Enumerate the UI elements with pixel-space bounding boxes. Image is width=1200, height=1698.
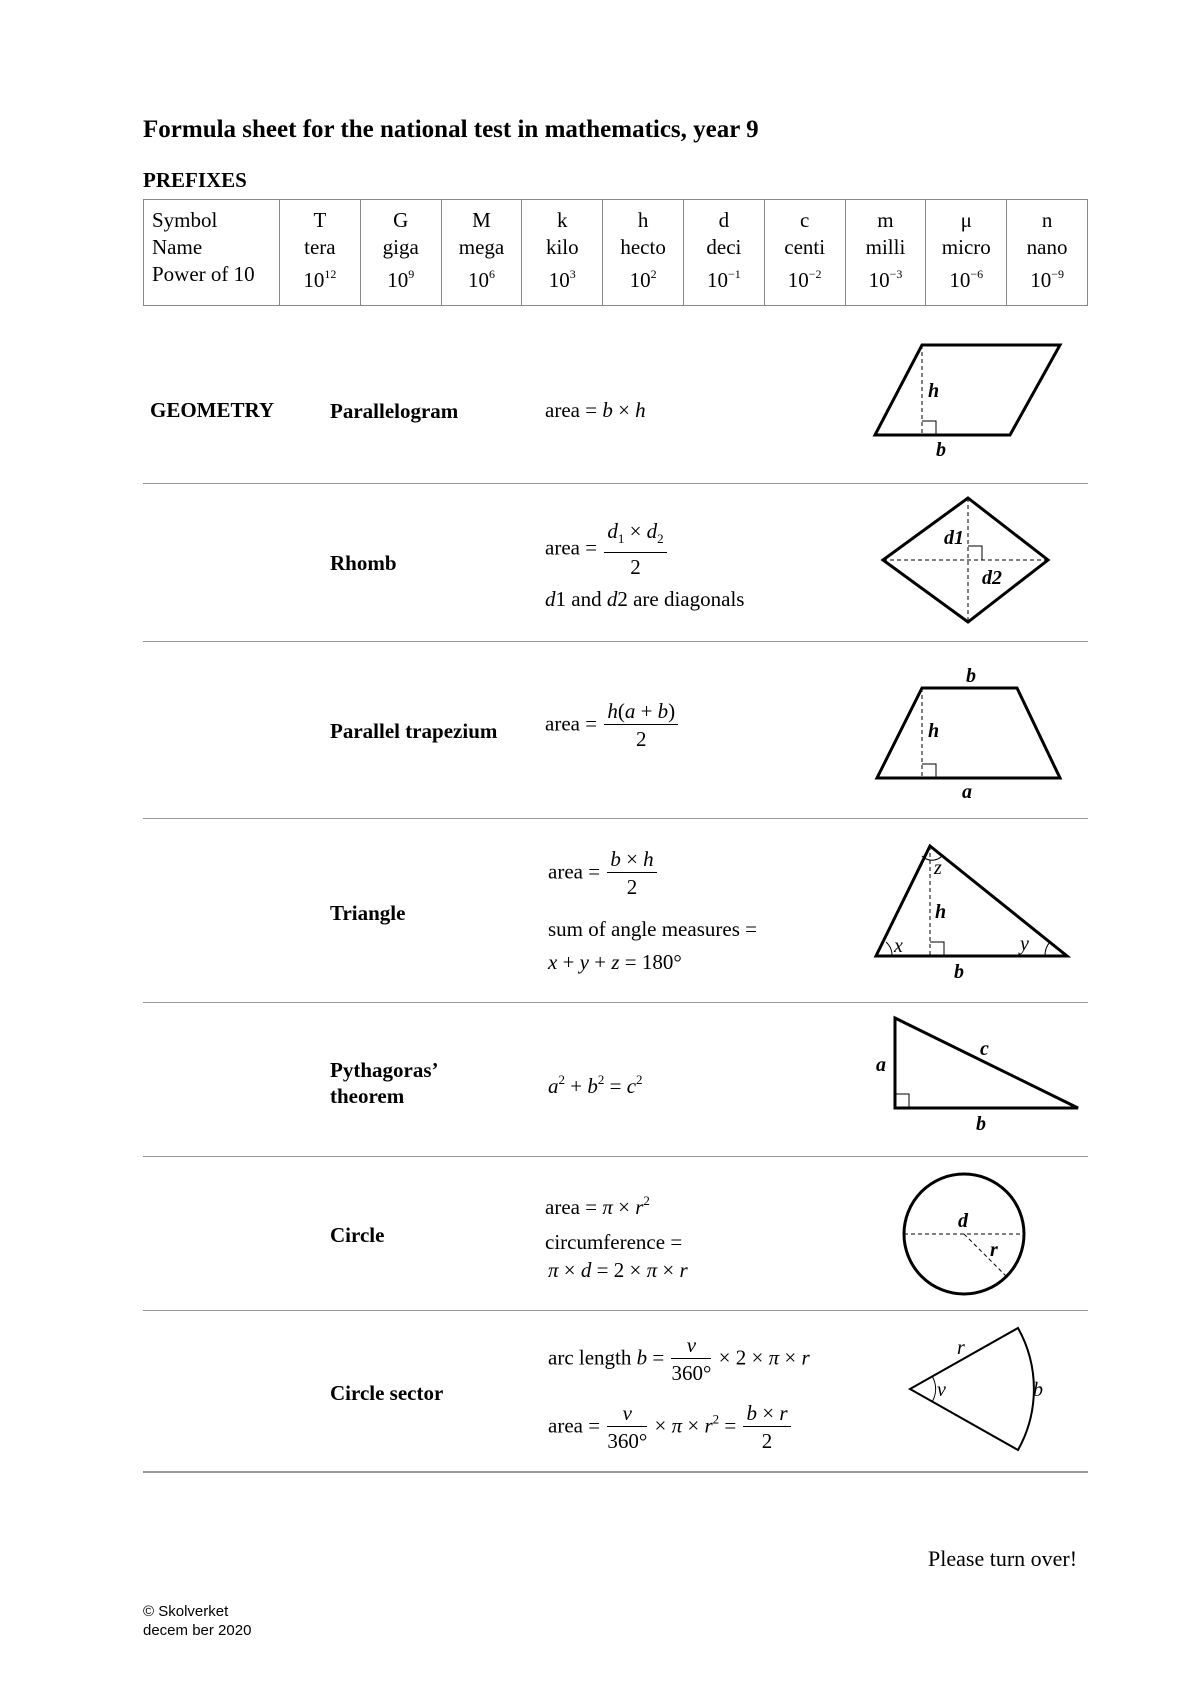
- prefix-power: [767, 261, 843, 294]
- prefix-power-exponent: 2: [650, 267, 657, 281]
- prefix-cell: [845, 200, 926, 306]
- triangle-angle-sum: 180°: [641, 950, 682, 974]
- prefix-cell: [603, 200, 684, 306]
- pythagoras-label-b: b: [976, 1113, 986, 1135]
- prefix-power-exponent: 3: [569, 267, 576, 281]
- rhomb-note-and: and: [571, 587, 602, 611]
- prefix-symbol: c: [800, 208, 810, 232]
- prefix-symbol: h: [637, 208, 649, 232]
- pythagoras-label-c: c: [980, 1038, 989, 1060]
- prefix-symbol: T: [313, 208, 327, 232]
- triangle-label-b: b: [954, 961, 964, 983]
- prefix-name: kilo: [545, 235, 579, 259]
- sector-name: Circle sector: [330, 1381, 444, 1405]
- triangle-angle-formula: x + y + z = 180°: [548, 950, 682, 974]
- prefix-power-base: 10: [868, 268, 890, 292]
- sector-area-label: area: [548, 1413, 583, 1438]
- triangle-label-x: x: [894, 935, 903, 957]
- rhomb-label-d1: d1: [944, 527, 964, 549]
- sector-deg-2: 360°: [607, 1429, 648, 1453]
- prefix-cell: [926, 200, 1007, 306]
- prefix-cell: [441, 200, 522, 306]
- prefix-power-exponent: −6: [970, 267, 984, 281]
- prefix-cell: [1007, 200, 1088, 306]
- pythagoras-name: [330, 1057, 439, 1109]
- triangle-name: Triangle: [330, 901, 406, 925]
- prefix-symbol: n: [1041, 208, 1053, 232]
- table-row: [144, 200, 1088, 306]
- prefix-cell: [522, 200, 603, 306]
- trapezium-label-b: b: [966, 665, 976, 687]
- prefix-name: tera: [304, 235, 336, 259]
- name-row-label: Name: [152, 235, 203, 259]
- parallelogram-formula: area = b × h: [545, 398, 646, 422]
- prefix-power-exponent: −9: [1051, 267, 1064, 281]
- prefix-power: [282, 261, 358, 294]
- prefix-power-base: 10: [949, 268, 971, 292]
- prefix-power: [524, 261, 600, 294]
- sector-arc-label: arc length: [548, 1345, 632, 1370]
- trapezium-diagram: [862, 660, 1067, 800]
- triangle-formula: area = $\frac{b \times h}{2}$: [548, 846, 659, 901]
- divider: [143, 1156, 1088, 1157]
- trapezium-area-label: area: [545, 711, 580, 736]
- triangle-angle-text: sum of angle measures =: [548, 917, 757, 941]
- prefix-power-exponent: −3: [889, 267, 903, 281]
- circle-area-label: area: [545, 1195, 580, 1219]
- sector-label-r: r: [957, 1337, 965, 1359]
- power-row-label: Power of 10: [152, 262, 255, 286]
- pythagoras-formula: $a^2 + b^2 = c^2$: [548, 1072, 643, 1098]
- prefix-symbol: M: [472, 208, 491, 232]
- triangle-label-z: z: [934, 857, 942, 879]
- prefix-power-exponent: −2: [808, 267, 822, 281]
- symbol-row-label: Symbol: [152, 208, 218, 232]
- triangle-diagram: [862, 838, 1072, 988]
- prefixes-table: [143, 199, 1088, 306]
- prefix-cell: [360, 200, 441, 306]
- pythagoras-name-line1: Pythagoras’: [330, 1058, 439, 1082]
- triangle-label-y: y: [1020, 933, 1029, 955]
- sector-diagram: [905, 1320, 1055, 1460]
- geometry-heading: GEOMETRY: [150, 398, 275, 422]
- pythagoras-name-line2: theorem: [330, 1084, 405, 1108]
- divider: [143, 1471, 1088, 1473]
- divider: [143, 818, 1088, 819]
- prefix-name: mega: [458, 235, 505, 259]
- prefix-power-exponent: 6: [488, 267, 495, 281]
- prefix-cell: [280, 200, 361, 306]
- circle-name: Circle: [330, 1223, 385, 1247]
- rhomb-label-d2: d2: [982, 567, 1002, 589]
- pythagoras-diagram: [870, 1010, 1085, 1135]
- prefix-power: [848, 261, 924, 294]
- parallelogram-label-h: h: [928, 380, 940, 402]
- parallelogram-diagram: [860, 335, 1075, 460]
- prefix-power: [686, 261, 762, 294]
- copyright: © Skolverket: [143, 1603, 229, 1620]
- circle-circ-formula: π × d = 2 × π × r: [548, 1258, 688, 1282]
- prefix-power-base: 10: [787, 268, 809, 292]
- rhomb-name: Rhomb: [330, 551, 397, 575]
- footer-date: decem ber 2020: [143, 1622, 252, 1639]
- circle-diagram: [898, 1168, 1033, 1303]
- divider: [143, 1310, 1088, 1311]
- prefix-name: hecto: [620, 235, 666, 259]
- prefix-power-base: 10: [387, 268, 409, 292]
- page-title: Formula sheet for the national test in mathematics, year 9: [143, 116, 759, 143]
- prefix-power: [363, 261, 439, 294]
- prefix-symbol: m: [877, 208, 894, 232]
- row-labels-cell: [144, 200, 280, 306]
- prefix-name: giga: [382, 235, 419, 259]
- prefix-power-base: 10: [548, 268, 570, 292]
- circle-area-formula: area = $\pi \times r^2$: [545, 1193, 650, 1219]
- prefix-symbol: k: [557, 208, 568, 232]
- parallelogram-area-label: area: [545, 398, 580, 422]
- prefix-power-base: 10: [1030, 268, 1052, 292]
- prefix-power: [444, 261, 520, 294]
- parallelogram-label-b: b: [936, 439, 946, 460]
- prefix-power: [928, 261, 1004, 294]
- prefix-name: micro: [941, 235, 991, 259]
- rhomb-diagram: [878, 495, 1058, 625]
- circle-circ-label: circumference =: [545, 1230, 683, 1254]
- sector-label-v: v: [937, 1379, 946, 1401]
- sector-label-b: b: [1033, 1379, 1043, 1401]
- prefix-power-base: 10: [467, 268, 489, 292]
- prefix-name: milli: [865, 235, 906, 259]
- trapezium-formula: area = $\frac{h(a + b)}{2}$: [545, 698, 680, 753]
- divider: [143, 1002, 1088, 1003]
- trapezium-label-h: h: [928, 720, 940, 742]
- prefix-power-exponent: 9: [408, 267, 415, 281]
- divider: [143, 483, 1088, 484]
- sector-deg-1: 360°: [671, 1361, 712, 1385]
- trapezium-label-a: a: [962, 781, 972, 800]
- prefix-cell: [764, 200, 845, 306]
- divider: [143, 641, 1088, 642]
- rhomb-formula: area = $\frac{d_1 \times d_2}{2}$: [545, 518, 669, 581]
- triangle-label-h: h: [935, 901, 947, 923]
- rhomb-area-label: area: [545, 535, 580, 560]
- prefix-power: [605, 261, 681, 294]
- prefixes-heading: PREFIXES: [143, 168, 247, 192]
- circle-label-d: d: [958, 1210, 968, 1232]
- parallelogram-name: Parallelogram: [330, 399, 459, 423]
- triangle-area-label: area: [548, 859, 583, 884]
- prefix-symbol: G: [393, 208, 409, 232]
- prefix-power-base: 10: [303, 268, 325, 292]
- prefix-power-exponent: 12: [324, 267, 337, 281]
- prefix-symbol: μ: [960, 208, 972, 232]
- prefix-power: [1009, 261, 1085, 294]
- rhomb-note: d1 and d2 are diagonals: [545, 587, 745, 611]
- prefix-name: nano: [1026, 235, 1068, 259]
- turn-over-note: Please turn over!: [928, 1546, 1078, 1571]
- circle-label-r: r: [990, 1239, 998, 1261]
- prefix-power-base: 10: [629, 268, 651, 292]
- trapezium-name: Parallel trapezium: [330, 719, 498, 743]
- prefix-name: deci: [706, 235, 742, 259]
- rhomb-note-text: are diagonals: [633, 587, 745, 611]
- prefix-power-base: 10: [706, 268, 728, 292]
- footer: [143, 1602, 251, 1640]
- prefix-symbol: d: [718, 208, 730, 232]
- prefix-power-exponent: −1: [727, 267, 741, 281]
- pythagoras-label-a: a: [876, 1054, 886, 1076]
- sector-arc-formula: arc length b = $\frac{v}{360^\circ}$ × 2 × π × r: [548, 1333, 810, 1385]
- prefix-name: centi: [784, 235, 826, 259]
- prefix-cell: [683, 200, 764, 306]
- sector-area-formula: area = $\frac{v}{360^\circ}$ × $\pi \times r^2$ = $\frac{b \times r}{2}$: [548, 1400, 793, 1455]
